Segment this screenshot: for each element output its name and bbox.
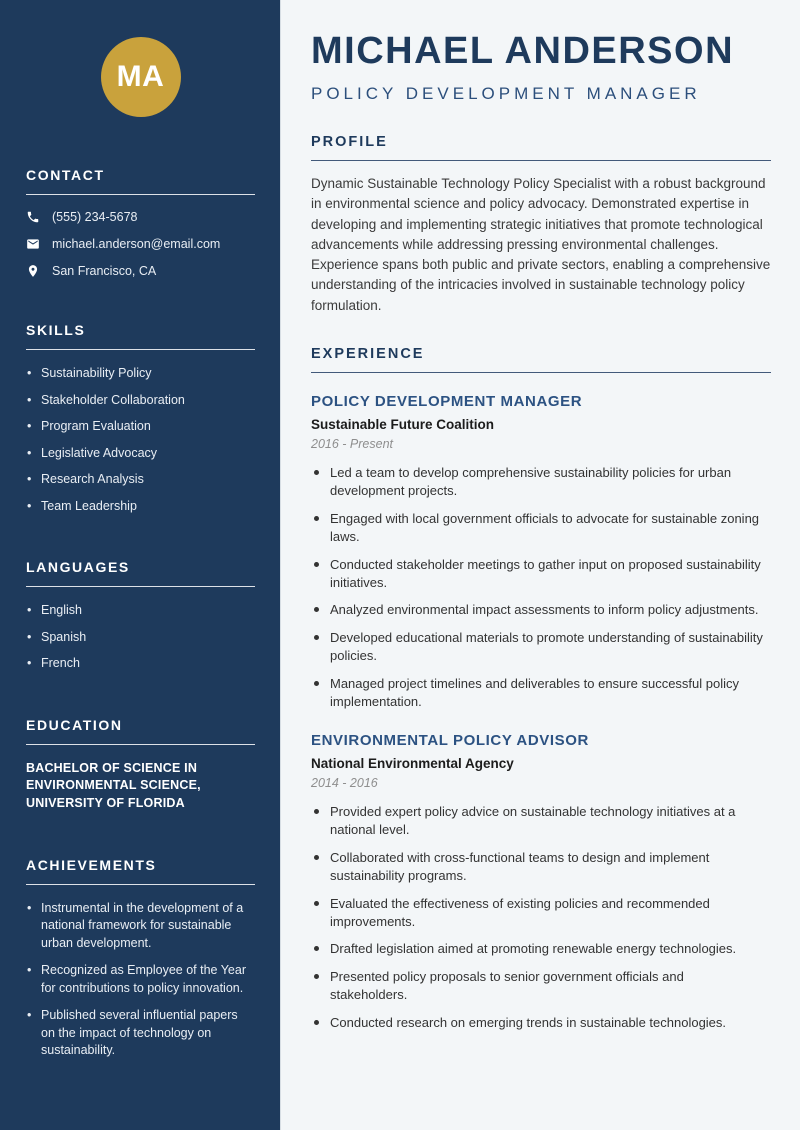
email-icon — [26, 237, 40, 251]
achievement-item: • Instrumental in the development of a national framework for sustainable urban development. — [26, 900, 255, 953]
languages-section-title: LANGUAGES — [26, 559, 255, 587]
job-bullet-item: Engaged with local government officials to advocate for sustainable zoning laws. — [311, 510, 763, 547]
skill-item: • Stakeholder Collaboration — [26, 392, 255, 410]
skills-list — [26, 365, 255, 515]
job-bullets-list — [311, 803, 771, 1033]
contact-row-email — [26, 237, 255, 251]
job-bullet-item: Conducted stakeholder meetings to gather input on proposed sustainability initiatives. — [311, 556, 763, 593]
profile-text: Dynamic Sustainable Technology Policy Specialist with a robust background in environmental science and policy advocacy. Demonstrated expertise in developing and implementing strategic initiatives that promote technological advancements while addressing pressing environmental challenges. Experience spans both public and private sectors, enabling a comprehensive understanding of the intricacies involved in sustainable technology policy formulation. — [311, 176, 771, 313]
skill-item: • Legislative Advocacy — [26, 445, 255, 463]
experience-section-title: EXPERIENCE — [311, 346, 771, 373]
person-role: POLICY DEVELOPMENT MANAGER — [311, 84, 701, 103]
job-bullet-item: Conducted research on emerging trends in sustainable technologies. — [311, 1014, 763, 1032]
job-bullet-item: Provided expert policy advice on sustainable technology initiatives at a national level. — [311, 803, 763, 840]
experience-job — [311, 732, 771, 1033]
experience-section — [311, 346, 771, 1033]
skill-item: • Research Analysis — [26, 471, 255, 489]
job-dates: 2014 - 2016 — [311, 775, 378, 790]
contact-phone-text: (555) 234-5678 — [52, 210, 138, 224]
job-dates: 2016 - Present — [311, 436, 393, 451]
person-name: MICHAEL ANDERSON — [311, 30, 735, 72]
job-bullet-item: Analyzed environmental impact assessments to inform policy adjustments. — [311, 601, 763, 619]
education-section — [26, 717, 255, 813]
skill-item: • Sustainability Policy — [26, 365, 255, 383]
contact-section — [26, 167, 255, 278]
achievements-section — [26, 857, 255, 1060]
contact-section-title: CONTACT — [26, 167, 255, 195]
languages-section — [26, 559, 255, 673]
phone-icon — [26, 210, 40, 224]
profile-section — [311, 134, 771, 316]
job-bullet-item: Managed project timelines and deliverables to ensure successful policy implementation. — [311, 675, 763, 712]
skills-section-title: SKILLS — [26, 322, 255, 350]
experience-job — [311, 393, 771, 712]
avatar-initials: MA — [116, 60, 165, 93]
avatar — [101, 37, 181, 117]
job-bullet-item: Led a team to develop comprehensive sustainability policies for urban development projects. — [311, 464, 763, 501]
language-item: • Spanish — [26, 629, 255, 647]
job-company: Sustainable Future Coalition — [311, 416, 495, 432]
language-item: • French — [26, 655, 255, 673]
job-role: POLICY DEVELOPMENT MANAGER — [311, 392, 583, 410]
achievements-section-title: ACHIEVEMENTS — [26, 857, 255, 885]
job-bullet-item: Evaluated the effectiveness of existing policies and recommended improvements. — [311, 895, 763, 932]
languages-list — [26, 602, 255, 673]
job-bullets-list — [311, 464, 771, 712]
contact-row-phone — [26, 210, 255, 224]
achievement-item: • Recognized as Employee of the Year for contributions to policy innovation. — [26, 962, 255, 997]
skills-section — [26, 322, 255, 515]
achievement-item: • Published several influential papers on the impact of technology on sustainability. — [26, 1007, 255, 1060]
profile-section-title: PROFILE — [311, 134, 771, 161]
job-company: National Environmental Agency — [311, 755, 514, 771]
job-bullet-item: Drafted legislation aimed at promoting renewable energy technologies. — [311, 940, 763, 958]
job-bullet-item: Collaborated with cross-functional teams to design and implement sustainability programs. — [311, 849, 763, 886]
education-degree: BACHELOR OF SCIENCE IN ENVIRONMENTAL SCIENCE, UNIVERSITY OF FLORIDA — [26, 760, 201, 810]
job-bullet-item: Developed educational materials to promote understanding of sustainability policies. — [311, 629, 763, 666]
contact-location-text: San Francisco, CA — [52, 264, 157, 278]
location-icon — [26, 264, 40, 278]
skill-item: • Program Evaluation — [26, 418, 255, 436]
sidebar — [0, 0, 281, 1130]
education-section-title: EDUCATION — [26, 717, 255, 745]
job-role: ENVIRONMENTAL POLICY ADVISOR — [311, 731, 589, 749]
skill-item: • Team Leadership — [26, 498, 255, 516]
job-bullet-item: Presented policy proposals to senior government officials and stakeholders. — [311, 968, 763, 1005]
language-item: • English — [26, 602, 255, 620]
main-content — [281, 0, 800, 1130]
contact-row-location — [26, 264, 255, 278]
contact-email-text: michael.anderson@email.com — [52, 237, 221, 251]
achievements-list — [26, 900, 255, 1060]
